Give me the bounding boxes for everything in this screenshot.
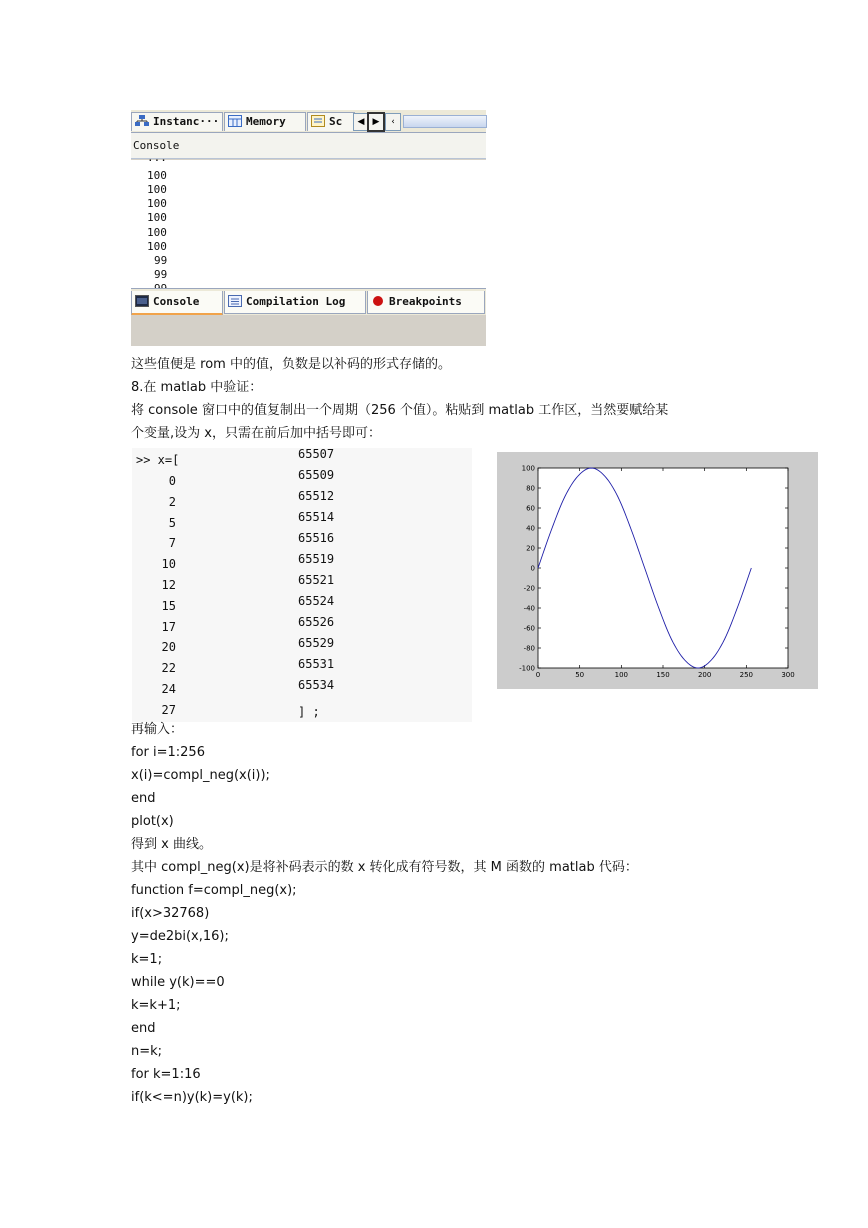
matlab-value-left: 10 (161, 557, 176, 572)
y-tick-label: -100 (519, 664, 535, 673)
code-line: y=de2bi(x,16); (131, 929, 229, 944)
matlab-prompt: >> x=[ (136, 453, 180, 467)
console-icon (135, 295, 149, 307)
console-line: 100 (147, 197, 167, 210)
console-panel-title: Console (131, 133, 486, 159)
tab-breakpoints-label: Breakpoints (389, 295, 462, 308)
y-tick-label: 60 (526, 504, 535, 513)
y-tick-label: -80 (523, 644, 535, 653)
source-icon (311, 115, 325, 127)
matlab-value-right: 65519 (298, 552, 335, 566)
code-line: x(i)=compl_neg(x(i)); (131, 768, 270, 783)
tab-breakpoints[interactable] (367, 291, 485, 314)
paragraph-rom-values: 这些值便是 rom 中的值，负数是以补码的形式存储的。 (131, 357, 451, 372)
plot-area (538, 468, 788, 668)
x-tick-label: 250 (739, 671, 754, 679)
matlab-value-left: 12 (161, 578, 176, 592)
paragraph-input-again: 再输入： (131, 722, 184, 737)
x-tick-label: 200 (697, 671, 712, 679)
matlab-value-left: 15 (161, 598, 176, 613)
code-line: end (131, 791, 156, 806)
y-tick-label: -40 (523, 604, 535, 613)
ide-top-tab-bar (131, 110, 486, 133)
instances-icon (135, 115, 149, 127)
matlab-value-left: 7 (168, 536, 176, 551)
code-line: while y(k)==0 (131, 975, 225, 990)
memory-icon (228, 115, 242, 127)
matlab-value-right: 65529 (298, 636, 335, 650)
matlab-value-left: 24 (161, 682, 176, 696)
matlab-input-screenshot (132, 448, 472, 722)
paragraph-copy-console-cont: 个变量,设为 x，只需在前后加中括号即可： (131, 426, 381, 441)
tab-console[interactable] (131, 291, 223, 316)
code-line: if(k<=n)y(k)=y(k); (131, 1090, 253, 1105)
console-line: 100 (147, 226, 167, 239)
y-tick-label: 20 (526, 544, 535, 553)
matlab-value-right: 65516 (298, 531, 335, 545)
matlab-value-left: 5 (168, 515, 176, 530)
code-line: k=k+1; (131, 998, 181, 1013)
matlab-value-left: 0 (168, 474, 176, 488)
tab-source-label: Sc (329, 115, 343, 128)
tab-memory-label: Memory (246, 115, 286, 128)
y-tick-label: 100 (521, 464, 535, 473)
section-heading-matlab-verify: 8.在 matlab 中验证： (131, 380, 263, 395)
ide-footer (131, 315, 486, 346)
chevron-left-icon: ‹ (391, 117, 395, 127)
y-tick-label: 40 (526, 524, 535, 533)
tab-instances[interactable] (131, 112, 223, 131)
matlab-closing-bracket: ] ; (298, 705, 320, 719)
console-line: 99 (154, 254, 168, 267)
horizontal-scrollbar[interactable] (403, 115, 487, 128)
x-tick-label: 150 (656, 671, 670, 679)
console-line: 100 (147, 183, 167, 196)
matlab-value-left: 2 (168, 494, 176, 509)
console-line: 100 (147, 240, 167, 253)
console-line: 100 (147, 169, 167, 182)
breakpoint-icon (371, 295, 385, 307)
matlab-value-right: 65534 (298, 678, 335, 692)
matlab-value-right: 65526 (298, 615, 335, 629)
matlab-value-right: 65531 (298, 657, 335, 671)
y-tick-label: 0 (530, 564, 535, 573)
code-line: plot(x) (131, 814, 174, 829)
log-icon (228, 295, 242, 307)
y-tick-label: 80 (526, 484, 535, 493)
ide-console-screenshot (131, 110, 486, 346)
y-tick-label: -60 (523, 624, 535, 633)
tab-instances-label: Instanc··· (153, 115, 220, 128)
console-line: 99 (154, 268, 168, 281)
tab-compilation-log-label: Compilation Log (246, 295, 346, 308)
code-line: for i=1:256 (131, 745, 205, 760)
triangle-right-icon: ▶ (372, 117, 380, 127)
x-tick-label: 100 (614, 671, 629, 679)
code-line: function f=compl_neg(x); (131, 883, 297, 898)
scroll-left-button[interactable] (385, 113, 401, 131)
sine-plot (497, 452, 818, 689)
code-line: n=k; (131, 1044, 163, 1059)
ide-bottom-tab-bar (131, 288, 486, 315)
matlab-value-left: 22 (161, 661, 176, 676)
tab-console-label: Console (153, 295, 200, 308)
matlab-value-left: 17 (161, 619, 176, 634)
console-line: ··· (147, 154, 167, 167)
matlab-value-right: 65507 (298, 447, 335, 461)
code-line: k=1; (131, 952, 163, 967)
y-tick-label: -20 (523, 584, 535, 593)
paragraph-copy-console: 将 console 窗口中的值复制出一个周期（256 个值）。粘贴到 matlab 工作区，当然要赋给某 (131, 403, 669, 418)
matlab-value-right: 65512 (298, 489, 335, 503)
triangle-left-icon: ◀ (357, 117, 365, 127)
x-tick-label: 0 (535, 671, 541, 679)
tab-compilation-log[interactable] (224, 291, 366, 314)
paragraph-get-curve: 得到 x 曲线。 (131, 837, 212, 852)
x-tick-label: 50 (575, 671, 585, 679)
code-line: if(x>32768) (131, 906, 210, 921)
code-line: for k=1:16 (131, 1067, 201, 1082)
matlab-value-right: 65514 (298, 510, 335, 524)
matlab-value-left: 20 (161, 640, 176, 655)
matlab-value-left: 27 (161, 702, 176, 717)
matlab-value-right: 65521 (298, 573, 335, 587)
console-line: 100 (147, 211, 167, 224)
matlab-value-right: 65524 (298, 594, 335, 608)
x-tick-label: 300 (781, 671, 795, 679)
sine-plot-figure (497, 452, 818, 689)
tab-source[interactable] (307, 112, 355, 131)
matlab-value-right: 65509 (298, 468, 335, 482)
code-line: end (131, 1021, 156, 1036)
paragraph-compl-neg-explain: 其中 compl_neg(x)是将补码表示的数 x 转化成有符号数，其 M 函数的 matlab 代码： (131, 860, 638, 875)
console-output (131, 154, 486, 288)
scroll-tabs-right-button[interactable] (367, 112, 385, 132)
tab-memory[interactable] (224, 112, 306, 131)
